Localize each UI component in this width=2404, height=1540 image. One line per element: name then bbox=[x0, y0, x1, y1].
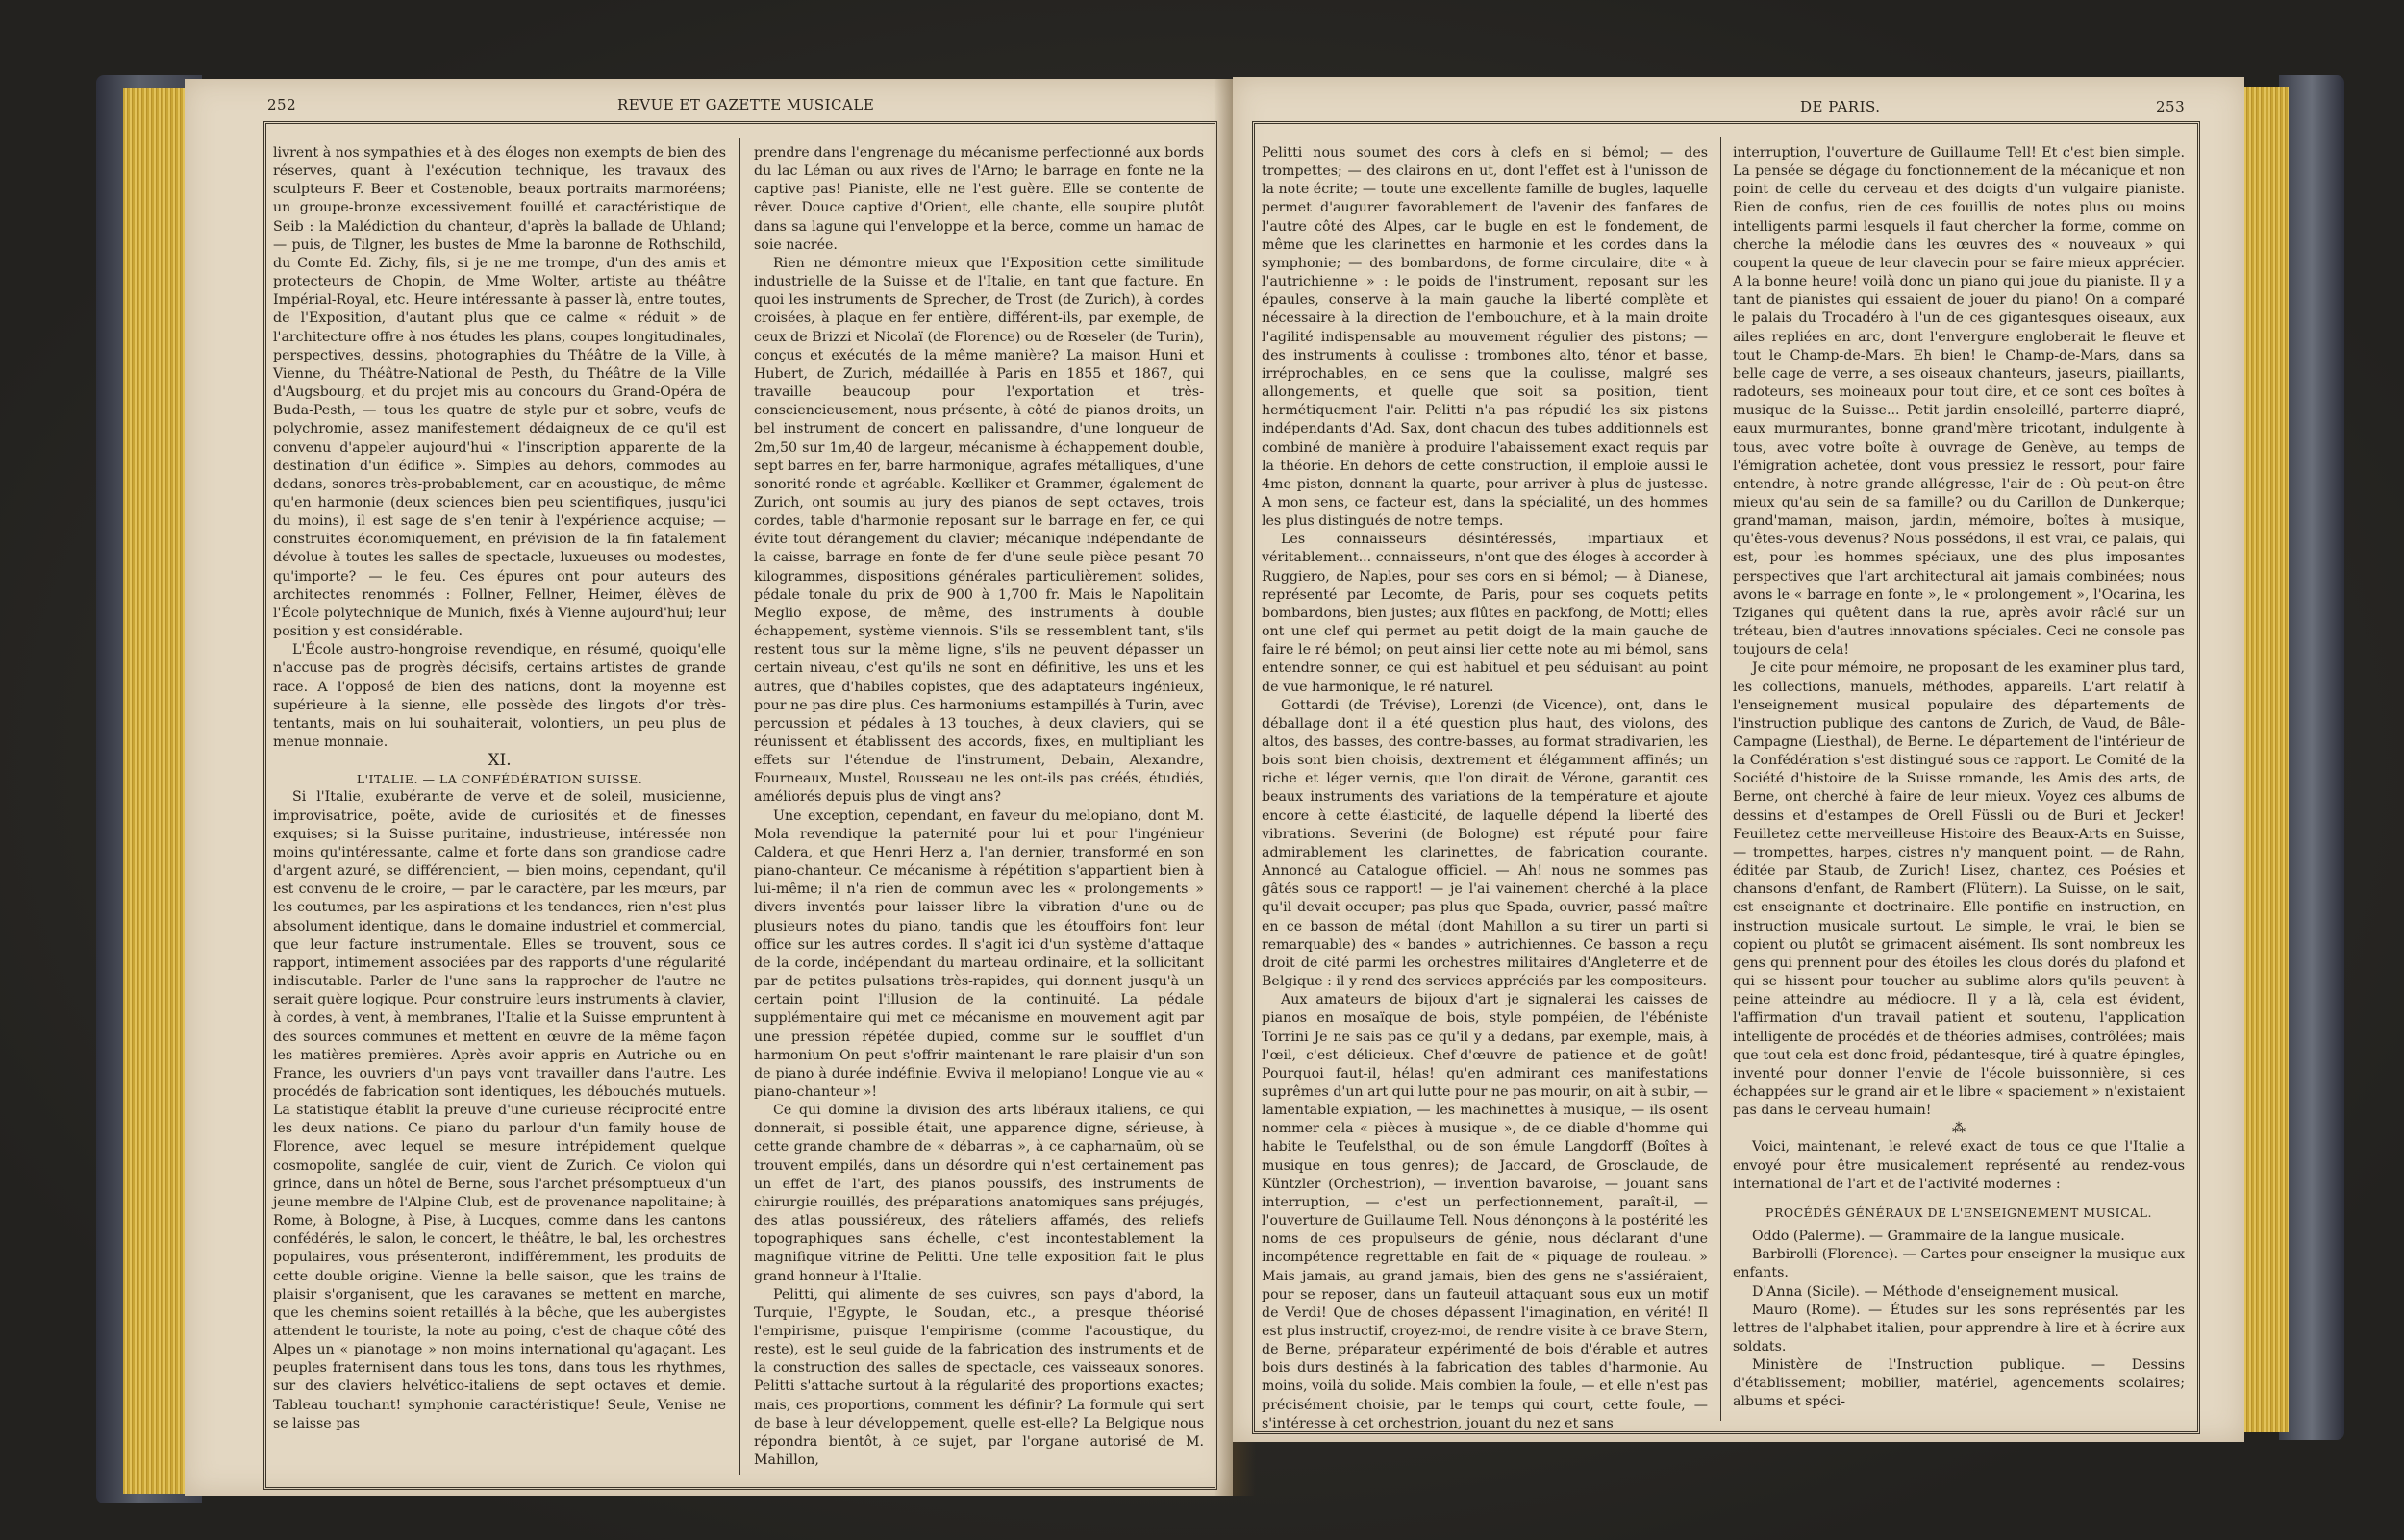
paragraph: livrent à nos sympathies et à des éloges non exempts de bien des réserves, quant à l'exécution technique, les travaux des sculpteurs F. Beer et Costenoble, beaux portraits marmoréens; un groupe-bronze excessivement fouillé et caractéristique de Seib : la Malédiction du chanteur, d'après la ballade de Uhland; — puis, de Tilgner, les bustes de Mme la baronne de Rothschild, du Comte Ed. Zichy, fils, si je ne me trompe, d'un des amis et protecteurs de Chopin, de Mme Wolter, artiste au théâtre Impérial-Royal, etc. Heure intéressante à passer là, entre toutes, de l'Exposition, d'autant plus que ce calme « réduit » de l'architecture offre à nos études les plans, coupes longitudinales, perspectives, dessins, photographies du Théâtre de la Ville, à Vienne, du Théâtre-National de Pesth, du Théâtre de la Ville d'Augsbourg, et du projet mis au concours du Grand-Opéra de Buda-Pesth, — tous les quatre de style pur et sobre, veufs de polychromie, assez manifestement dédaigneux de ce qu'il est convenu d'appeler aujourd'hui « l'inscription apparente de la destination d'un édifice ». Simples au dehors, commodes au dedans, sonores très-probablement, car en acoustique, de même qu'en harmonie (deux sciences bien peu scientifiques, jusqu'ici du moins), il est sage de s'en tenir à l'expérience acquise; — construites économiquement, en prévision de la fin fatalement dévolue à toutes les salles de spectacle, luxueuses ou modestes, qu'importe? — le feu. Ces épures ont pour auteurs des architectes renommés : Follner, Fellner, Heimer, élèves de l'École polytechnique de Munich, fixés à Vienne aujourd'hui; leur position y est considérable. bbox=[273, 145, 726, 640]
column-rule bbox=[1720, 137, 1721, 1421]
paragraph: Une exception, cependant, en faveur du melopiano, dont M. Mola revendique la paternité pour lui et pour l'ingénieur Caldera, et que Henri Herz a, l'an dernier, transformé en son piano-chanteur. Ce mécanisme à répétition s'appartient bien à lui-même; il n'a rien de commun avec les « prolongements » divers inventés pour laisser libre la vibration d'une ou de plusieurs notes du piano, tandis que les étouffoirs font leur office sur les autres cordes. Il s'agit ici d'un système d'attaque de la corde, indépendant du marteau ordinaire, et la sollicitant par de petites pulsations très-rapides, qui donnent jusqu'à un certain point l'illusion de la continuité. La pédale supplémentaire qui met ce mécanisme en mouvement agit par une pression répétée dupied, comme sur le soufflet d'un harmonium On peut s'offrir maintenant le rare plaisir d'un son de piano à durée indéfinie. Evviva il melopiano! Longue vie au « piano-chanteur »! bbox=[754, 807, 1204, 1100]
list-item: Mauro (Rome). — Études sur les sons représentés par les lettres de l'alphabet italien, pour apprendre à lire et à écrire aux soldats. bbox=[1733, 1302, 2185, 1354]
paragraph: Pelitti, qui alimente de ses cuivres, son pays d'abord, la Turquie, l'Egypte, le Soudan, etc., a presque théorisé l'empirisme, puisque l'empirisme (comme l'acoustique, du reste), est le seul guide de la fabrication des instruments et de la construction des salles de spectacle, ces vaisseaux sonores. Pelitti s'attache surtout à la régularité des proportions exactes; mais, ces proportions, comment les définir? La formule qui sert de base à leur développement, quelle est-elle? La Belgique nous répondra bientôt, à ce sujet, par l'organe autorisé de M. Mahillon, bbox=[754, 1286, 1204, 1469]
paragraph: Pelitti nous soumet des cors à clefs en si bémol; — des trompettes; — des clairons en ut, dont l'effet est à l'unisson de la note écrite; — toute une excellente famille de bugles, laquelle permet d'augurer favorablement de l'avenir des fanfares de l'autre côté des Alpes, car le bugle en est le fondement, de même que les clarinettes en harmonie et les cordes dans la symphonie; — des bombardons, de forme circulaire, dite « à l'autrichienne » : le poids de l'instrument, reposant sur les épaules, conserve à la main gauche la liberté complète et nécessaire à la direction de l'embouchure, et à la main droite l'agilité indispensable au mouvement régulier des pistons; — des instruments à coulisse : trombones alto, ténor et basse, irréprochables, en ce sens que la coulisse, malgré ses allongements, et quelle que soit sa position, tient hermétiquement l'air. Pelitti n'a pas répudié les six pistons indépendants d'Ad. Sax, dont chacun des tubes additionnels est combiné de manière à produire l'abaissement exact requis par la théorie. En dehors de cette construction, il emploie aussi le 4me piston, donnant la quarte, pour arriver à plus de justesse. A mon sens, ce facteur est, dans la spécialité, un des hommes les plus distingués de notre temps. bbox=[1262, 145, 1708, 530]
running-head: DE PARIS. bbox=[1800, 98, 1881, 115]
asterism: ⁂ bbox=[1952, 1121, 1966, 1137]
list-item: D'Anna (Sicile). — Méthode d'enseignement musical. bbox=[1752, 1283, 2119, 1300]
left-page bbox=[185, 79, 1233, 1496]
paragraph: interruption, l'ouverture de Guillaume Tell! Et c'est bien simple. La pensée se dégage du fonctionnement de la mécanique et non point de celle du cerveau et des doigts d'un vulgaire pianiste. Rien de confus, rien de ces fouillis de notes plus ou moins intelligents parmi lesquels il faut chercher la forme, comme on cherche la mélodie dans les œuvres des « nouveaux » qui coupent la queue de leur clavecin pour se faire mieux apprécier. A la bonne heure! voilà donc un piano qui joue du pianiste. Il y a tant de pianistes qui essaient de jouer du piano! On a comparé le palais du Trocadéro à l'un de ces gigantesques oiseaux, aux ailes repliées en arc, dont l'envergure engloberait le fleuve et tout le Champ-de-Mars. Eh bien! le Champ-de-Mars, dans sa belle cage de verre, a ses oiseaux chanteurs, jaseurs, piaillants, radoteurs, ses moineaux pour tout dire, et ce sont ces boîtes à musique de la Suisse... Petit jardin ensoleillé, parterre diapré, eaux murmurantes, bonne grand'mère tricotant, indulgente à tous, avec votre boîte à ouvrage de Genève, au temps de l'émigration achetée, dont vous pressiez le ressort, pour faire entendre, à notre grande allégresse, l'air de : Où peut-on être mieux qu'au sein de sa famille? ou du Carillon de Dunkerque; grand'maman, maison, jardin, mémoire, boîtes à musique, qu'êtes-vous devenus? Nous possédons, il est vrai, ce palais, qui est, pour les hommes spéciaux, une des plus imposantes perspectives que l'art architectural ait jamais combinées; nous avons le « barrage en fonte », le « prolongement », l'Ocarina, les Tziganes qui quêtent dans la rue, après avoir râclé sur un tréteau, bien d'autres innovations spéciales. Ceci ne console pas toujours de cela! bbox=[1733, 145, 2185, 658]
running-head: REVUE ET GAZETTE MUSICALE bbox=[617, 96, 875, 113]
column-2 bbox=[754, 144, 1204, 1475]
paragraph: Je cite pour mémoire, ne proposant de les examiner plus tard, les collections, manuels, méthodes, appareils. L'art relatif à l'enseignement musical populaire des départements de l'instruction publique des cantons de Zurich, de Vaud, de Bâle-Campagne (Liesthal), de Berne. Le département de l'intérieur de la Confédération s'est distingué sous ce rapport. Le Comité de la Société d'histoire de la Suisse romande, les Amis des arts, de Berne, ont cherché à faire de leur mieux. Voyez ces albums de dessins et d'estampes de Orell Füssli ou de Buri et Jecker! Feuilletez cette merveilleuse Histoire des Beaux-Arts en Suisse, — trompettes, harpes, cistres n'y manquent point, — de Rahn, éditée par Staub, de Zurich! Lisez, chantez, ces Poésies et chansons d'enfant, de Rambert (Flütern). La Suisse, on le sait, est enseignante et doctrinaire. Elle pontifie en instruction, en instruction musicale surtout. Le simple, le vrai, le bien se copient ou plutôt se grimacent aisément. Ils sont nombreux les gens qui prennent pour des étoiles les clous dorés du plafond et qui se hissent pour toucher au sublime alors qu'ils peuvent à peine atteindre au médiocre. Il y a là, cela est évident, l'affirmation d'un travail patient et soutenu, l'application intelligente de procédés et de théories admises, contrôlées; mais que tout cela est donc froid, pédantesque, tiré à quatre épingles, inventé pour donner l'envie de l'école buissonnière, si ces échappées sur le grand air et le libre « spaciement » n'existaient pas dans le cerveau humain! bbox=[1733, 660, 2185, 1119]
column-rule bbox=[739, 138, 740, 1475]
paragraph: Les connaisseurs désintéressés, impartiaux et véritablement... connaisseurs, n'ont que des éloges à accorder à Ruggiero, de Naples, pour ses cors en si bémol; — à Dianese, représenté par Lecomte, de Paris, pour ses coquets petits bombardons, bien justes; aux flûtes en packfong, de Motti; elles ont une clef qui permet au petit doigt de la main gauche de faire le ré bémol; on peut ainsi lier cette note au mi bémol, sans entendre sonner, ce qui est habituel et peu séduisant au point de vue harmonique, le ré naturel. bbox=[1262, 532, 1708, 695]
paragraph: Gottardi (de Trévise), Lorenzi (de Vicence), ont, dans le déballage dont il a été question plus haut, des violons, des altos, des basses, des contre-basses, au format stradivarien, les bois sont bien choisis, dextrement et élégamment affinés; un riche et léger vernis, que l'on dirait de Vérone, garantit ces beaux instruments des variations de la température et ajoute encore à cette élasticité, de laquelle dépend la liberté des vibrations. Severini (de Bologne) est réputé pour faire admirablement les clarinettes, de fabrication courante. Annoncé au Catalogue officiel. — Ah! nous ne sommes pas gâtés sous ce rapport! — je l'ai vainement cherché à la place qu'il devait occuper; pas plus que Spada, ouvrier, passé maître en ce basson de métal (dont Mahillon a su tirer un parti si remarquable) des « bandes » autrichiennes. Ce basson a reçu droit de cité parmi les orchestres militaires d'Angleterre et de Belgique : il y rend des services appréciés par les compositeurs. bbox=[1262, 697, 1708, 990]
left-page-edges bbox=[123, 88, 192, 1494]
paragraph: L'École austro-hongroise revendique, en résumé, quoiqu'elle n'accuse pas de progrès décisifs, certains artistes de grande race. A l'opposé de bien des nations, dont la moyenne est supérieure à la sienne, elle possède des lingots d'or très-tentants, mais on lui souhaiterait, volontiers, un peu plus de menue monnaie. bbox=[273, 642, 726, 750]
right-cover-board bbox=[2279, 75, 2344, 1440]
column-2 bbox=[1733, 144, 2185, 1423]
list-item: Ministère de l'Instruction publique. — Dessins d'établissement; mobilier, matériel, agencements scolaires; albums et spéci- bbox=[1733, 1357, 2185, 1410]
right-page bbox=[1233, 77, 2244, 1442]
section-number: XI. bbox=[488, 751, 512, 771]
paragraph: Si l'Italie, exubérante de verve et de soleil, musicienne, improvisatrice, poëte, avide de curiosités et de finesses exquises; si la Suisse puritaine, industrieuse, intéressée non moins qu'intéressante, calme et forte dans son grandiose cadre d'argent azuré, se différencient, — bien moins, cependant, qu'il est convenu de le croire, — par le caractère, par les mœurs, par les coutumes, par les aspirations et les tendances, rien n'est plus absolument identique, dans le domaine industriel et commercial, que leur facture instrumentale. Elles se trouvent, sous ce rapport, intimement associées par des rapports d'une régularité indiscutable. Parler de l'une sans la rapprocher de l'autre ne serait guère logique. Pour construire leurs instruments à clavier, à cordes, à vent, à membranes, l'Italie et la Suisse empruntent à des sources communes et mettent en œuvre de la même façon les matières premières. Après avoir appris en Autriche ou en France, les ouvriers d'un pays vont travailler dans l'autre. Les procédés de fabrication sont identiques, les débouchés mutuels. La statistique établit la preuve d'une curieuse réciprocité entre les deux nations. Ce piano du parlour d'un family house de Florence, avec lequel se mesure intrépidement quelque cosmopolite, sanglée de cuir, vient de Zurich. Ce violon qui grince, dans un hôtel de Berne, sous l'archet présomptueux d'un jeune membre de l'Alpine Club, est de provenance napolitaine; à Rome, à Bologne, à Pise, à Lucques, comme dans les cantons confédérés, le salon, le concert, le théâtre, le bal, les orchestres populaires, vous présenteront, indifféremment, les produits de cette double origine. Vienne la belle saison, que les trains de plaisir s'organisent, que les caravanes se mettent en marche, que les chemins soient retaillés à la bêche, que les aubergistes attendent le touriste, la note au poing, c'est de chaque côté des Alpes un « pianotage » non moins international qu'agaçant. Les peuples fraternisent dans tous les tons, dans tous les rhythmes, sur des claviers helvético-italiens de sept octaves et demie. Tableau touchant! symphonie caractéristique! Seule, Venise ne se laisse pas bbox=[273, 789, 726, 1431]
list-item: Oddo (Palerme). — Grammaire de la langue musicale. bbox=[1752, 1229, 2125, 1245]
paragraph: Rien ne démontre mieux que l'Exposition cette similitude industrielle de la Suisse et de l'Italie, en tant que facture. En quoi les instruments de Sprecher, de Trost (de Zurich), à cordes croisées, à plaque en fer entière, différent-ils, par exemple, de ceux de Brizzi et Nicolaï (de Florence) ou de Rœseler (de Turin), conçus et exécutés de la même manière? La maison Huni et Hubert, de Zurich, médaillée à Paris en 1855 et 1867, qui travaille beaucoup pour l'exportation et très-consciencieusement, nous présente, à côté de pianos droits, un bel instrument de concert en palissandre, d'une longueur de 2m,50 sur 1m,40 de largeur, mécanisme à échappement double, sept barres en fer, barre harmonique, agrafes métalliques, d'une sonorité ronde et agréable. Kœlliker et Grammer, également de Zurich, ont soumis au jury des pianos de sept octaves, trois cordes, table d'harmonie reposant sur le barrage en fer, ce qui évite tout dérangement du clavier; mécanique indépendante de la caisse, barrage en fonte de fer d'une seule pièce pesant 70 kilogrammes, dispositions générales particulièrement solides, pédale tonale du prix de 900 à 1,700 fr. Mais le Napolitain Meglio expose, de même, des instruments à double échappement, système viennois. S'ils se ressemblent tant, s'ils restent tous sur la même ligne, s'ils ne peuvent dépasser un certain niveau, c'est qu'ils ne sont en définitive, les uns et les autres, que d'habiles copistes, que des adaptateurs ingénieux, pour ne pas dire plus. Ces harmoniums estampillés à Turin, avec percussion et pédales à 13 touches, à deux claviers, qui se réunissent et établissent des accords, fixes, en multipliant les effets sur l'étendue de l'instrument, Debain, Alexandre, Fourneaux, Mustel, Rousseau ne les ont-ils pas créés, étudiés, améliorés depuis plus de vingt ans? bbox=[754, 255, 1204, 806]
column-1 bbox=[273, 144, 726, 1475]
paragraph: Aux amateurs de bijoux d'art je signalerai les caisses de pianos en mosaïque de bois, style pompéien, de l'ébéniste Torrini Je ne sais pas ce qu'il y a dedans, par exemple, mais, à l'œil, c'est délicieux. Chef-d'œuvre de patience et de goût! Pourquoi faut-il, hélas! qu'en admirant ces manifestations suprêmes d'un art qui lutte pour ne pas mourir, on ait à subir, — lamentable expiation, — les machinettes à musique, — ils osent nommer cela « pièces à musique », de ce diable d'homme qui habite le Teufelsthal, ou de son émule Langdorff (Boîtes à musique en tous genres); de Jaccard, de Grosclaude, de Küntzler (Orchestrion), — invention bavaroise, — jouant sans interruption, — c'est un perfectionnement, paraît-il, — l'ouverture de Guillaume Tell. Nous dénonçons à la postérité les noms de ces propulseurs de génie, nous déclarant d'une incompétence regrettable en fait de « piquage de rouleau. » Mais jamais, au grand jamais, bien des gens ne s'assiéraient, pour se reposer, dans un fauteuil attaquant sous eux un motif de Verdi! Que de choses dépassent l'imagination, en vérité! Il est plus instructif, croyez-moi, de rendre visite à ce brave Stern, de Berne, préparateur expérimenté de bois d'érable et autres bois durs destinés à la fabrication des tables d'harmonie. Au moins, voilà du solide. Mais combien la foule, — et elle n'est pas précisément choisie, par le temps qui court, cette foule, — s'intéresse à cet orchestrion, jouant du nez et sans bbox=[1262, 992, 1708, 1431]
list-item: Barbirolli (Florence). — Cartes pour enseigner la musique aux enfants. bbox=[1733, 1247, 2185, 1281]
section-title: L'ITALIE. — LA CONFÉDÉRATION SUISSE. bbox=[356, 772, 643, 787]
paragraph: Ce qui domine la division des arts libéraux italiens, ce qui donnerait, si possible était, une apparence digne, sérieuse, à cette grande chambre de « débarras », à ce capharnaüm, où se trouvent empilés, dans un désordre qui n'est certainement pas un effet de l'art, des pianos poussifs, des instruments de chirurgie rouillés, des préparations anatomiques sans préjugés, des atlas poussiéreux, des râteliers affamés, des reliefs topographiques sans échelle, c'est incontestablement la magnifique vitrine de Pelitti. Une telle exposition fait le plus grand honneur à l'Italie. bbox=[754, 1103, 1204, 1284]
column-1 bbox=[1262, 144, 1708, 1431]
paragraph: prendre dans l'engrenage du mécanisme perfectionné aux bords du lac Léman ou aux rives de l'Arno; le barrage en fonte ne la captive pas! Pianiste, elle ne l'est guère. Elle se contente de rêver. Douce captive d'Orient, elle chante, elle soupire plutôt dans sa lagune qui l'enveloppe et la berce, comme un hamac de soie nacrée. bbox=[754, 145, 1204, 253]
page-number: 253 bbox=[2156, 98, 2186, 115]
paragraph: Voici, maintenant, le relevé exact de tous ce que l'Italie a envoyé pour être musicalement représenté au rendez-vous international de l'art et de l'activité modernes : bbox=[1733, 1139, 2185, 1192]
section-title: PROCÉDÉS GÉNÉRAUX DE L'ENSEIGNEMENT MUSICAL. bbox=[1765, 1205, 2152, 1220]
page-number: 252 bbox=[267, 96, 297, 113]
